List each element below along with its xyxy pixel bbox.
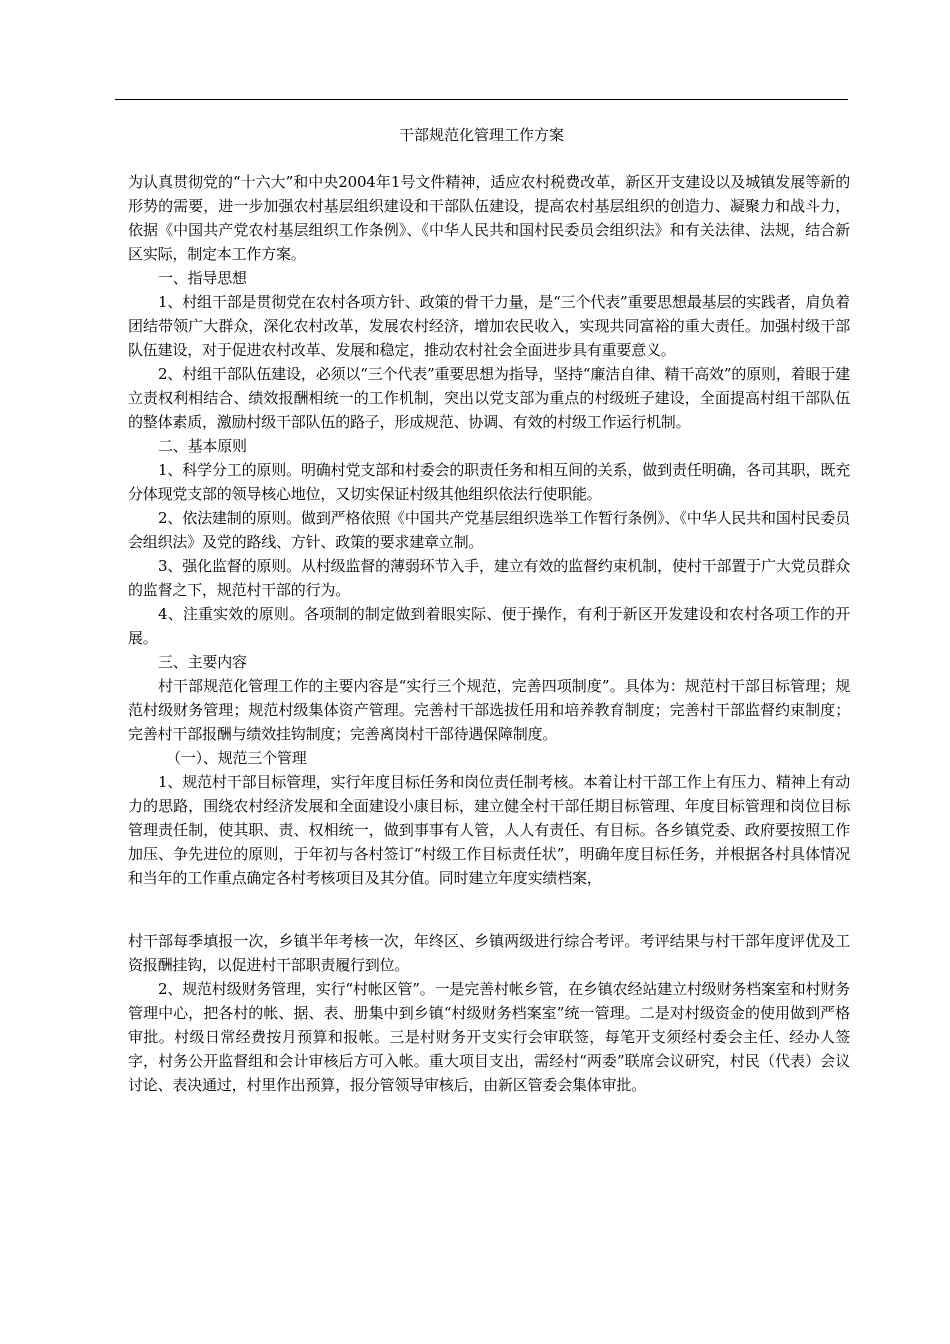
paragraph-target-management: 1、规范村干部目标管理，实行年度目标任务和岗位责任制考核。本着让村干部工作上有压力、精神上有动力的思路，围绕农村经济发展和全面建设小康目标，建立健全村干部任期目标管理、年度目标管理和岗位目标管理责任制，使其职、责、权相统一，做到事事有人管，人人有责任、有目标。各乡镇党委、政府要按照工作加压、争先进位的原则，于年初与各村签订“村级工作目标责任状”，明确年度目标任务，并根据各村具体情况和当年的工作重点确定各村考核项目及其分值。同时建立年度实绩档案， (128, 773, 850, 887)
document-body (128, 170, 850, 1097)
paragraph-principle-4: 4、注重实效的原则。各项制的制定做到着眼实际、便于操作，有利于新区开发建设和农村各项工作的开展。 (128, 605, 850, 647)
paragraph-principle-1: 1、科学分工的原则。明确村党支部和村委会的职责任务和相互间的关系，做到责任明确，各司其职，既充分体现党支部的领导核心地位，又切实保证村级其他组织依法行使职能。 (128, 461, 850, 503)
section-heading-main-content: 三、主要内容 (158, 653, 247, 671)
subsection-heading-three-managements: （一）、规范三个管理 (166, 749, 307, 767)
paragraph-principle-2: 2、依法建制的原则。做到严格依照《中国共产党基层组织选举工作暂行条例》、《中华人民共和国村民委员会组织法》及党的路线、方针、政策的要求建章立制。 (128, 509, 850, 551)
page-break-gap (128, 890, 850, 929)
paragraph-guiding-2: 2、村组干部队伍建设，必须以“三个代表”重要思想为指导，坚持“廉洁自律、精干高效”的原则，着眼于建立责权利相结合、绩效报酬相统一的工作机制，突出以党支部为重点的村级班子建设，全面提高村组干部队伍的整体素质，激励村级干部队伍的路子，形成规范、协调、有效的村级工作运行机制。 (128, 365, 850, 431)
paragraph-principle-3: 3、强化监督的原则。从村级监督的薄弱环节入手，建立有效的监督约束机制，使村干部置于广大党员群众的监督之下，规范村干部的行为。 (128, 557, 850, 599)
paragraph-financial-management: 2、规范村级财务管理，实行“村帐区管”。一是完善村帐乡管，在乡镇农经站建立村级财务档案室和村财务管理中心，把各村的帐、据、表、册集中到乡镇“村级财务档案室”统一管理。二是对村级资金的使用做到严格审批。村级日常经费按月预算和报帐。三是村财务开支实行会审联签，每笔开支须经村委会主任、经办人签字，村务公开监督组和会计审核后方可入帐。重大项目支出，需经村“两委”联席会议研究，村民（代表）会议讨论、表决通过，村里作出预算，报分管领导审核后，由新区管委会集体审批。 (128, 980, 850, 1094)
intro-paragraph: 为认真贯彻党的“十六大”和中央2004年1号文件精神，适应农村税费改革，新区开支建设以及城镇发展等新的形势的需要，进一步加强农村基层组织建设和干部队伍建设，提高农村基层组织的创造力、凝聚力和战斗力，依据《中国共产党农村基层组织工作条例》、《中华人民共和国村民委员会组织法》和有关法律、法规，结合新区实际，制定本工作方案。 (128, 173, 850, 263)
header-rule (115, 99, 848, 100)
section-heading-guiding-ideology: 一、指导思想 (158, 269, 247, 287)
document-title: 干部规范化管理工作方案 (398, 126, 564, 144)
paragraph-main-content: 村干部规范化管理工作的主要内容是“实行三个规范，完善四项制度”。具体为：规范村干部目标管理；规范村级财务管理；规范村级集体资产管理。完善村干部选拔任用和培养教育制度；完善村干部监督约束制度；完善村干部报酬与绩效挂钩制度；完善离岗村干部待遇保障制度。 (128, 677, 850, 743)
paragraph-target-management-continued: 村干部每季填报一次，乡镇半年考核一次，年终区、乡镇两级进行综合考评。考评结果与村干部年度评优及工资报酬挂钩，以促进村干部职责履行到位。 (128, 932, 850, 974)
section-heading-basic-principles: 二、基本原则 (158, 437, 247, 455)
paragraph-guiding-1: 1、村组干部是贯彻党在农村各项方针、政策的骨干力量，是“三个代表”重要思想最基层的实践者，肩负着团结带领广大群众，深化农村改革，发展农村经济，增加农民收入，实现共同富裕的重大责任。加强村级干部队伍建设，对于促进农村改革、发展和稳定，推动农村社会全面进步具有重要意义。 (128, 293, 850, 359)
